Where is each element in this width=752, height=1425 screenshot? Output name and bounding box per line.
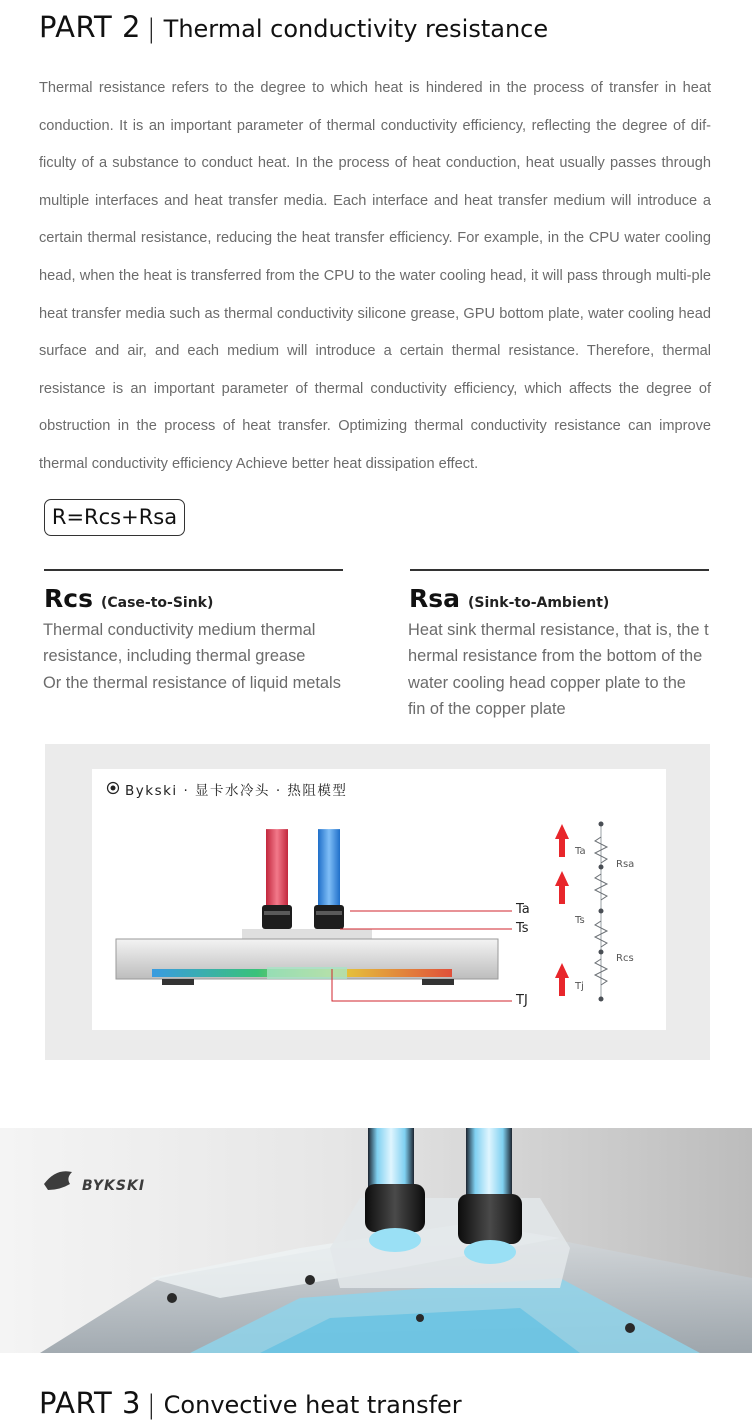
part3-number: PART 3 — [39, 1386, 141, 1420]
rcs-description: Thermal conductivity medium thermal resistance, including thermal grease Or the thermal resistance of liquid metals — [43, 621, 341, 692]
arrow-up-tj — [555, 963, 569, 996]
rsa-heading — [409, 584, 609, 613]
rcs-subtitle: (Case-to-Sink) — [100, 595, 214, 611]
part3-heading — [39, 1386, 462, 1420]
arrow-up-ts — [555, 871, 569, 904]
rcs-divider — [44, 569, 343, 571]
callout-tj: TJ — [516, 993, 528, 1008]
callout-ta: Ta — [516, 902, 530, 917]
scale-label-ta: Ta — [575, 846, 586, 857]
scale-label-tj: Tj — [575, 981, 584, 992]
part2-separator: | — [146, 14, 156, 44]
callout-ts: Ts — [516, 921, 529, 936]
rsa-description: Heat sink thermal resistance, that is, the t hermal resistance from the bottom of the water cooling head copper plate to the fin of the copper plate — [408, 621, 709, 719]
scale-label-rcs: Rcs — [616, 953, 634, 964]
diagram-brand-title: Bykski · 显卡水冷头 · 热阻模型 — [125, 783, 348, 799]
rcs-heading — [44, 584, 213, 613]
product-photo — [0, 1128, 752, 1353]
rcs-symbol: Rcs — [44, 584, 93, 613]
target-circle-icon — [106, 780, 120, 794]
water-block-render — [0, 1128, 752, 1353]
formula-box: R=Rcs+Rsa — [44, 499, 185, 536]
part2-number: PART 2 — [39, 10, 141, 44]
intro-paragraph: Thermal resistance refers to the degree to which heat is hindered in the process of transfer in heat conduction. It is an important parameter of thermal conductivity efficiency, reflecting the degree of dif-ficulty of a substance to conduct heat. In the process of heat conduction, heat usually passes through multiple interfaces and heat transfer media. Each interface and heat transfer medium will introduce a certain thermal resistance, reducing the heat transfer efficiency. For example, in the CPU water cooling head, when the heat is transferred from the CPU to the water cooling head, it will pass through multi-ple heat transfer media such as thermal conductivity silicone grease, GPU bottom plate, water cooling head surface and air, and each medium will introduce a certain thermal resistance. Therefore, thermal resistance is an important parameter of thermal conductivity efficiency, which affects the degree of obstruction in the process of heat transfer. Optimizing thermal conductivity resistance can improve thermal conductivity efficiency Achieve better heat dissipation effect. — [39, 80, 711, 472]
rsa-divider — [410, 569, 709, 571]
part3-separator: | — [146, 1390, 156, 1420]
part2-heading — [39, 10, 548, 44]
rsa-subtitle: (Sink-to-Ambient) — [468, 595, 610, 611]
part2-title: Thermal conductivity resistance — [163, 15, 549, 43]
part3-title: Convective heat transfer — [163, 1391, 462, 1419]
scale-label-rsa: Rsa — [616, 859, 635, 870]
photo-brand-text: BYKSKI — [82, 1178, 146, 1194]
fitting-left — [262, 905, 292, 929]
rsa-symbol: Rsa — [409, 584, 461, 613]
arrow-up-ta — [555, 824, 569, 857]
scale-label-ts: Ts — [575, 915, 585, 926]
fitting-right — [314, 905, 344, 929]
diagram-card — [92, 769, 666, 1030]
